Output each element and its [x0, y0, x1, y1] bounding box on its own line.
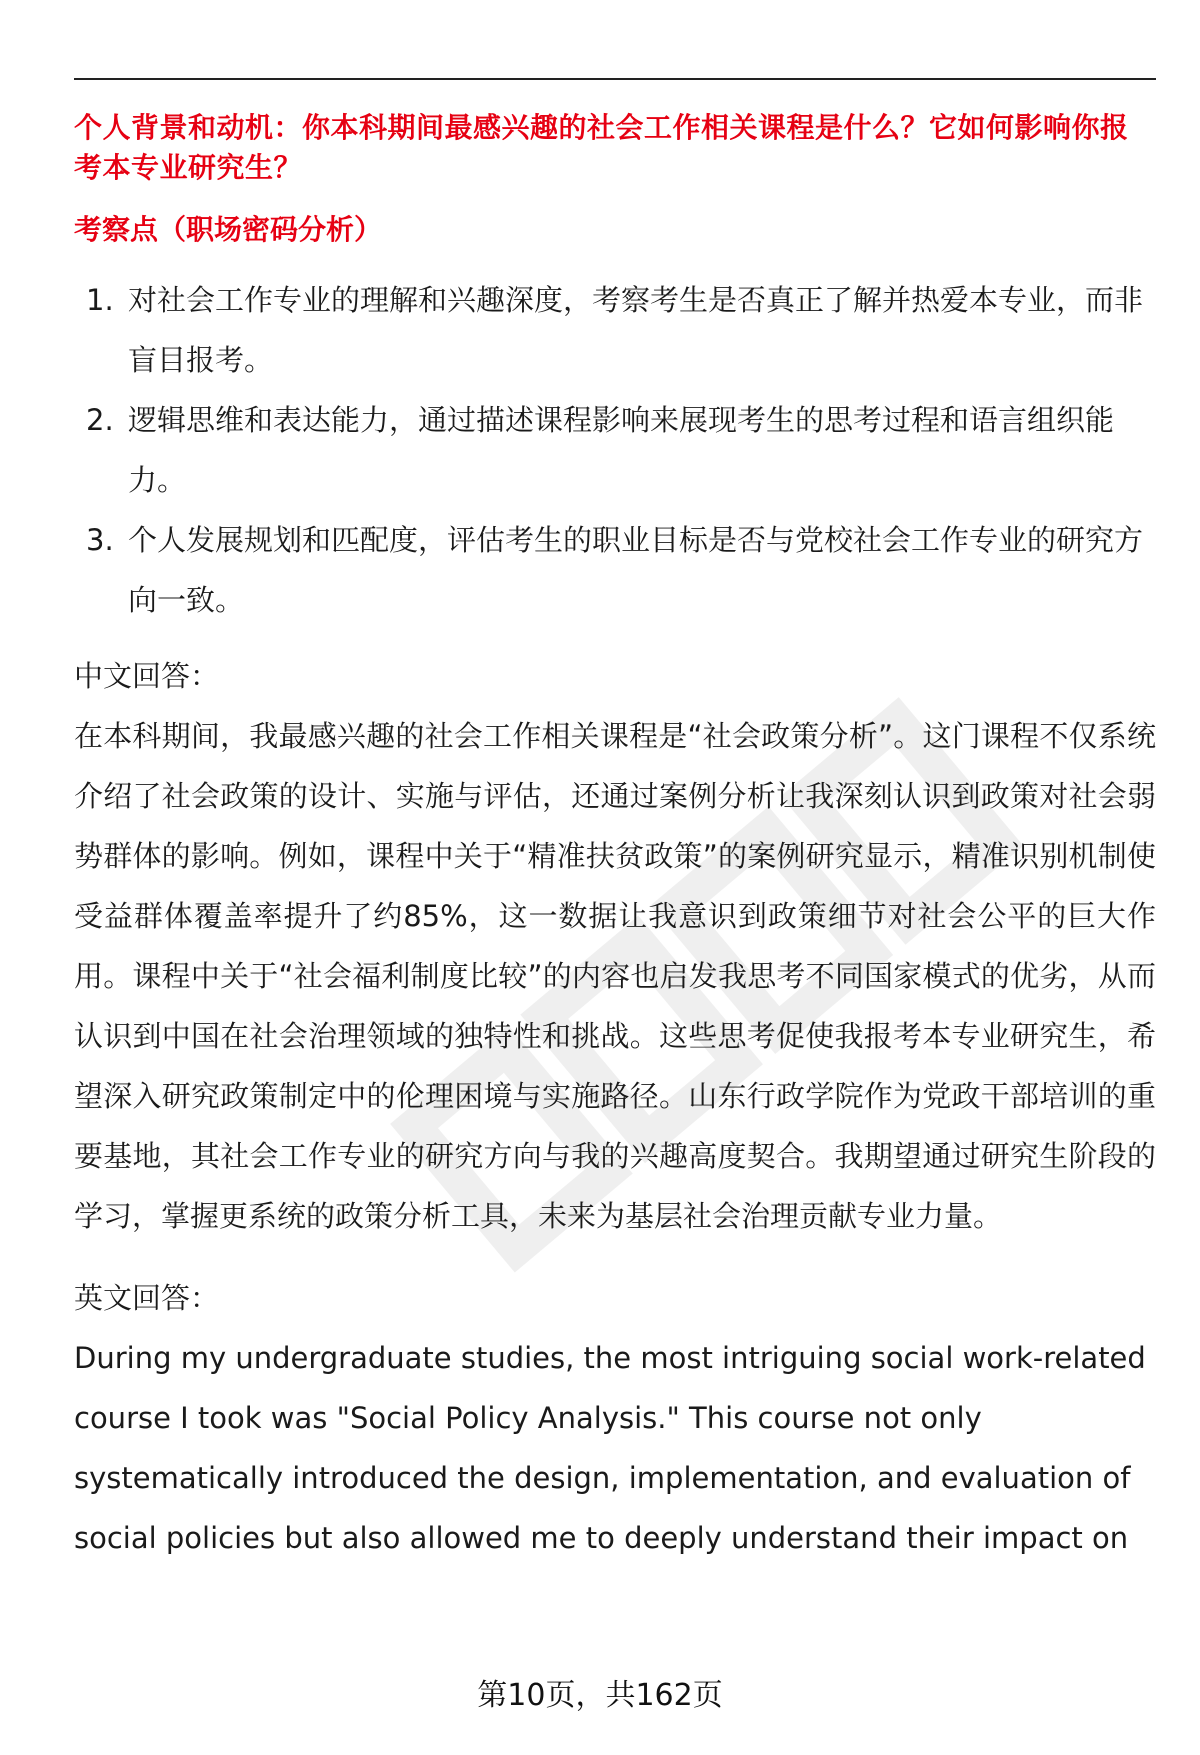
point-text: 对社会工作专业的理解和兴趣深度，考察考生是否真正了解并热爱本专业，而非盲目报考。 [128, 283, 1144, 377]
chinese-answer-text: 在本科期间，我最感兴趣的社会工作相关课程是“社会政策分析”。这门课程不仅系统介绍了社会政策的设计、实施与评估，还通过案例分析让我深刻认识到政策对社会弱势群体的影响。例如，课程中关于“精准扶贫政策”的案例研究显示，精准识别机制使受益群体覆盖率提升了约85%，这一数据让我意识到政策细节对社会公平的巨大作用。课程中关于“社会福利制度比较”的内容也启发我思考不同国家模式的优劣，从而认识到中国在社会治理领域的独特性和挑战。这些思考促使我报考本专业研究生，希望深入研究政策制定中的伦理困境与实施路径。山东行政学院作为党政干部培训的重要基地，其社会工作专业的研究方向与我的兴趣高度契合。我期望通过研究生阶段的学习，掌握更系统的政策分析工具，未来为基层社会治理贡献专业力量。 [74, 719, 1156, 1233]
assessment-label: 考察点（职场密码分析） [74, 213, 383, 246]
page-footer: 第10页，共162页 [477, 1678, 723, 1713]
english-answer-text [74, 1328, 1156, 1568]
assessment-point [74, 390, 1156, 510]
assessment-point [74, 510, 1156, 630]
chinese-answer-label: 中文回答： [74, 659, 220, 693]
point-text: 逻辑思维和表达能力，通过描述课程影响来展现考生的思考过程和语言组织能力。 [128, 403, 1115, 497]
page-content [74, 108, 1156, 1568]
point-number: 3. [86, 523, 114, 557]
english-answer-line: During my undergraduate studies, the most intriguing social work-related [74, 1341, 1146, 1375]
point-number: 2. [86, 403, 114, 437]
top-rule [74, 78, 1156, 80]
english-answer-line: social policies but also allowed me to deeply understand their impact on [74, 1521, 1129, 1555]
english-answer-label: 英文回答： [74, 1281, 220, 1315]
assessment-points-list [74, 270, 1156, 630]
point-number: 1. [86, 283, 114, 317]
english-answer-line: course I took was "Social Policy Analysis." This course not only [74, 1401, 982, 1435]
point-text: 个人发展规划和匹配度，评估考生的职业目标是否与党校社会工作专业的研究方向一致。 [128, 523, 1144, 617]
english-answer-line: systematically introduced the design, implementation, and evaluation of [74, 1461, 1131, 1495]
question-heading: 个人背景和动机：你本科期间最感兴趣的社会工作相关课程是什么？它如何影响你报考本专业研究生？ [74, 111, 1129, 184]
assessment-point [74, 270, 1156, 390]
